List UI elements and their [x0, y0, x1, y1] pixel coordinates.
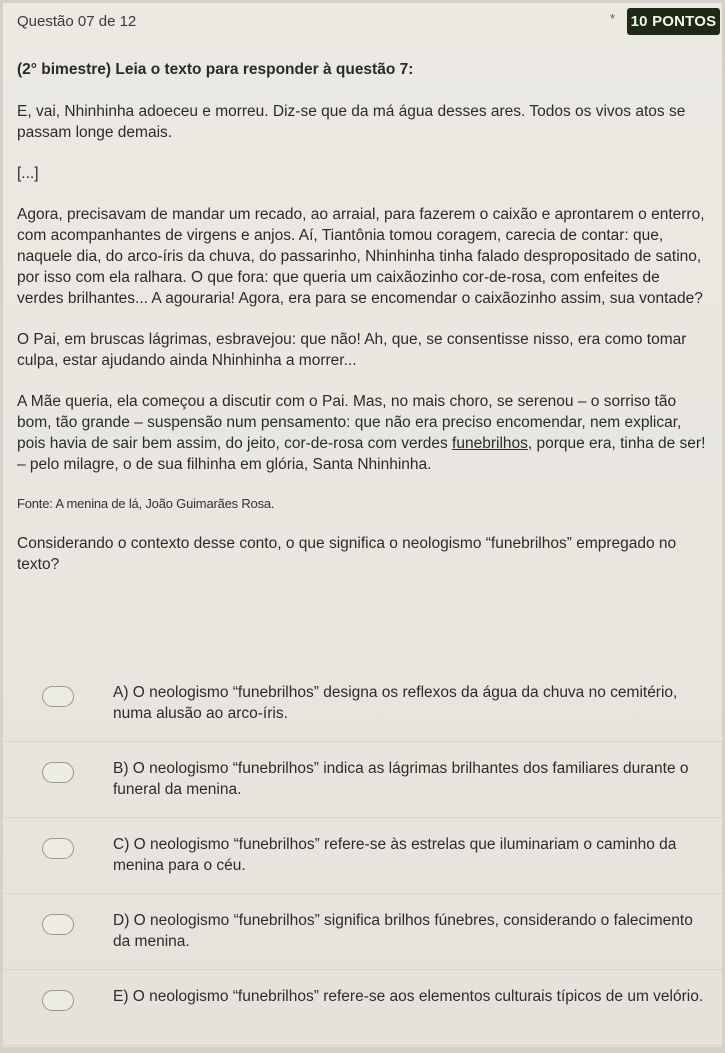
option-a[interactable] — [3, 666, 722, 742]
option-d[interactable] — [3, 894, 722, 970]
required-marker: * — [610, 11, 616, 26]
question-number: Questão 07 de 12 — [17, 13, 137, 30]
option-a-text: A) O neologismo “funebrilhos” designa os reflexos da água da chuva no cemitério, numa alusão ao arco-íris. — [113, 684, 678, 722]
points-badge: 10 PONTOS — [627, 8, 720, 35]
option-e-text: E) O neologismo “funebrilhos” refere-se aos elementos culturais típicos de um velório. — [113, 988, 704, 1005]
radio-d[interactable] — [42, 914, 74, 935]
question-header — [3, 3, 722, 41]
text-ellipsis: [...] — [17, 165, 39, 182]
text-source: Fonte: A menina de lá, João Guimarães Rosa. — [17, 496, 275, 511]
option-b[interactable] — [3, 742, 722, 818]
radio-e[interactable] — [42, 990, 74, 1011]
highlighted-word: funebrilhos — [452, 435, 528, 452]
text-paragraph-3: O Pai, em bruscas lágrimas, esbravejou: que não! Ah, que, se consentisse nisso, era como tomar culpa, estar ajudando ainda Nhinhinha a morrer... — [17, 331, 687, 369]
question-content — [17, 59, 707, 575]
option-e[interactable] — [3, 970, 722, 1046]
paragraph-4-start: A Mãe queria, ela começou a discutir com o Pai. Mas, no mais choro, se serenou – o sorriso tão bom, tão grande – suspensão num pensamento: que não era preciso encomendar, nem explicar, pois havia de sair bem assim, do jeito, cor-de-rosa com verdes — [17, 393, 682, 452]
paragraph-4-end: , porque era, tinha de ser! – pelo milagre, o de sua filhinha em glória, Santa Nhinhinha. — [17, 435, 706, 473]
prompt-intro: (2° bimestre) Leia o texto para responder à questão 7: — [17, 61, 414, 78]
text-paragraph-2: Agora, precisavam de mandar um recado, ao arraial, para fazerem o caixão e aprontarem o enterro, com acompanhantes de virgens e anjos. Aí, Tiantônia tomou coragem, carecia de contar: que, naquele dia, do arco-íris da chuva, do passarinho, Nhinhinha tinha falado despropositado de satino, por isso com ela ralhara. O que fora: que queria um caixãozinho cor-de-rosa, com enfeites de verdes brilhantes... A agouraria! Agora, era para se encomendar o caixãozinho assim, sua vontade? — [17, 206, 705, 307]
option-d-text: D) O neologismo “funebrilhos” significa brilhos fúnebres, considerando o falecimento da menina. — [113, 912, 693, 950]
option-b-text: B) O neologismo “funebrilhos” indica as lágrimas brilhantes dos familiares durante o funeral da menina. — [113, 760, 689, 798]
text-paragraph-4 — [17, 391, 707, 475]
option-c[interactable] — [3, 818, 722, 894]
text-paragraph-1: E, vai, Nhinhinha adoeceu e morreu. Diz-se que da má água desses ares. Todos os vivos atos se passam longe demais. — [17, 103, 686, 141]
radio-a[interactable] — [42, 686, 74, 707]
radio-c[interactable] — [42, 838, 74, 859]
answer-options — [3, 666, 722, 1046]
option-c-text: C) O neologismo “funebrilhos” refere-se às estrelas que iluminariam o caminho da menina para o céu. — [113, 836, 677, 874]
question-card — [3, 3, 722, 1047]
question-text: Considerando o contexto desse conto, o que significa o neologismo “funebrilhos” empregado no texto? — [17, 535, 677, 573]
radio-b[interactable] — [42, 762, 74, 783]
